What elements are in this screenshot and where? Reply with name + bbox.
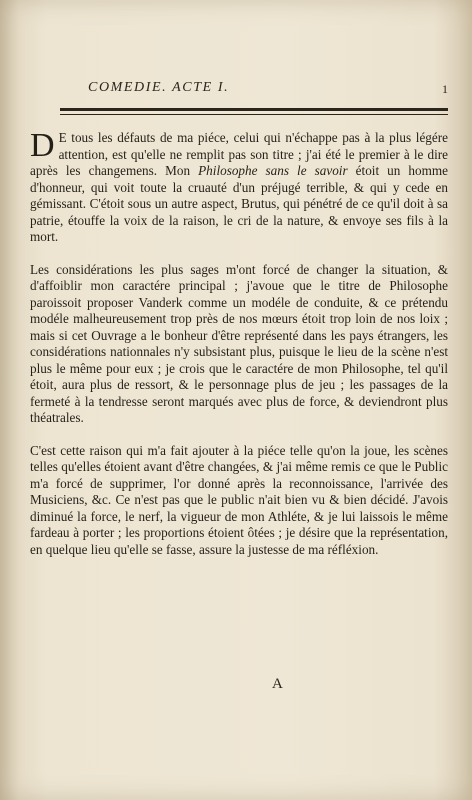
header-rule-thin xyxy=(60,114,448,115)
page-number: 1 xyxy=(442,82,448,96)
paragraph-1-text-b: étoit un homme d'honneur, qui voit toute la cruauté d'un préjugé terrible, & qui y cede en gémissant. C'étoit sous un autre aspect, Brutus, qui pénétré de ce qu'il doit à sa patrie, étouffe la voix de la raison, le cri de la nature, & envoye ses fils à la mort. xyxy=(30,163,448,244)
signature-mark: A xyxy=(272,676,283,692)
running-title: COMEDIE. ACTE I. xyxy=(88,80,230,95)
drop-cap: D xyxy=(30,127,55,164)
header-rule-thick xyxy=(60,108,448,111)
paragraph-3: C'est cette raison qui m'a fait ajouter à la piéce telle qu'on la joue, les scènes telles qu'elles étoient avant d'être changées, & j'ai même remis ce que le Public m'a forcé de supprimer, l'or donné après la reconnoissance, l'arrivée des Musiciens, &c. Ce n'est pas que le public n'ait bien vu & bien décidé. J'avois diminué la force, le nerf, la vigueur de mon Athléte, & je lui laissois le même fardeau à porter ; les proportions étoient ôtées ; je désire que la représentation, en quelque lieu qu'elle se fasse, assure la justesse de ma réfléxion. xyxy=(30,442,448,557)
paragraph-1-text-a: E tous les défauts de ma piéce, celui qui n'échappe pas à la plus légére attention, est qu'elle ne remplit pas son titre ; j'ai été le premier à le dire après les changemens. Mon xyxy=(30,130,448,178)
paragraph-1 xyxy=(30,127,448,246)
paragraph-2: Les considérations les plus sages m'ont forcé de changer la situation, & d'affoiblir mon caractére principal ; j'avoue que le titre de Philosophe paroissoit proposer Vanderk comme un modéle de conduite, & ce prétendu modéle malheureusement trop près de nos mœurs étoit trop loin de nos loix ; mais si cet Ouvrage a le bonheur d'être représenté dans les pays étrangers, les considérations nationnales n'y subsistant plus, puisque le lieu de la scène n'est plus le même pour eux ; je crois que le caractére de mon Philosophe, tel qu'il étoit, aura plus de ressort, & le personnage plus de jeu ; les passages de la fermeté à la tendresse seront marqués avec plus de force, & deviendront plus théatrales. xyxy=(30,261,448,425)
page-header xyxy=(88,80,448,100)
play-title: Philosophe sans le savoir xyxy=(198,163,348,178)
preface-text xyxy=(30,127,448,574)
